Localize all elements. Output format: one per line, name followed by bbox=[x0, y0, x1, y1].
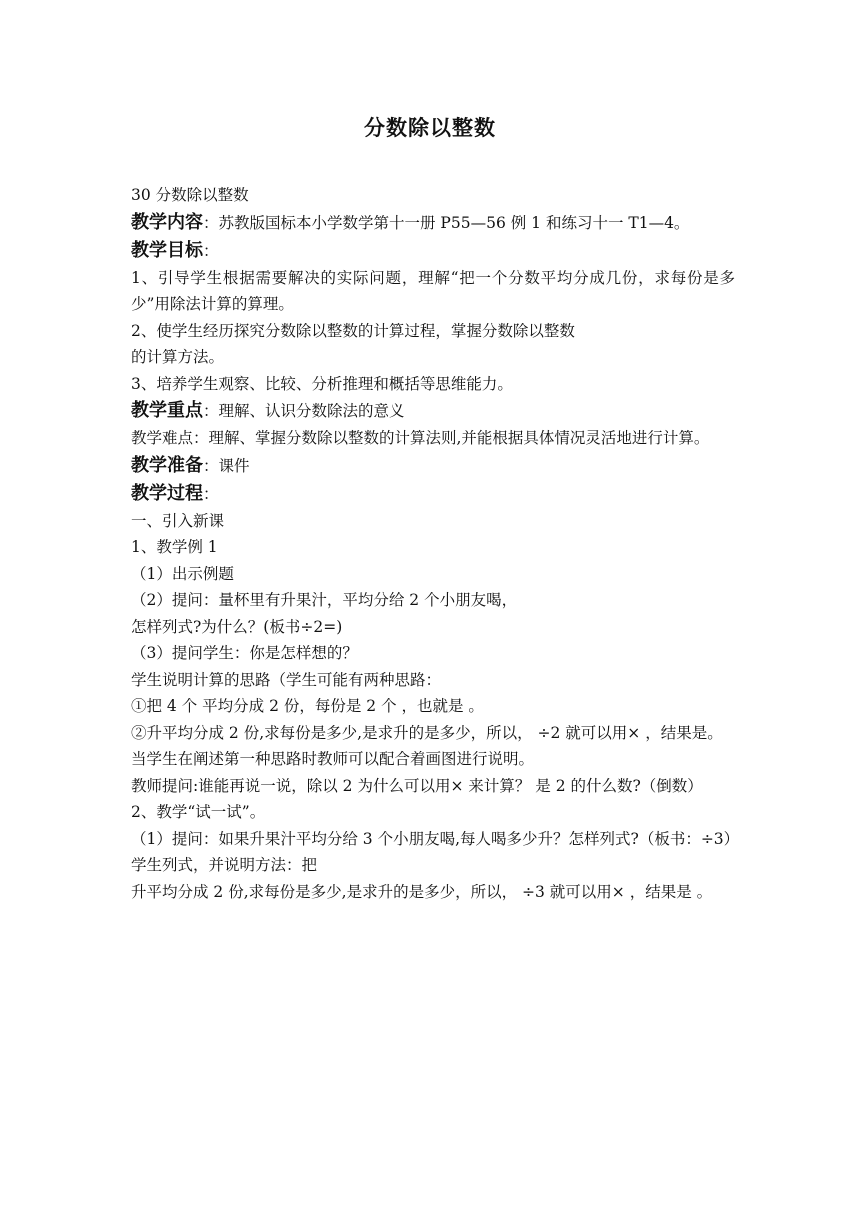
body-paragraph: （2）提问：量杯里有升果汁，平均分给 2 个小朋友喝， bbox=[131, 591, 518, 609]
section-heading-line bbox=[131, 209, 735, 237]
section-label: 教学过程 bbox=[131, 482, 203, 504]
section-label: 教学目标 bbox=[131, 239, 203, 261]
body-paragraph: 教师提问:谁能再说一说，除以 2 为什么可以用× 来计算？ 是 2 的什么数?（倒数） bbox=[131, 776, 703, 795]
body-paragraph: 学生列式，并说明方法：把 bbox=[131, 856, 318, 874]
body-paragraph: （3）提问学生：你是怎样想的？ bbox=[131, 644, 358, 662]
section-label: 教学重点 bbox=[131, 400, 203, 421]
body-paragraph: 2、教学“试一试”。 bbox=[131, 803, 266, 821]
body-paragraph: 当学生在阐述第一种思路时教师可以配合着画图进行说明。 bbox=[131, 750, 535, 768]
body-paragraph: 一、引入新课 bbox=[131, 511, 225, 530]
section-text: ： bbox=[203, 484, 219, 503]
body-paragraph: 1、教学例 1 bbox=[131, 538, 218, 556]
body-paragraph: ②升平均分成 2 份,求每份是多少,是求升的是多少，所以， ÷2 就可以用× ，结果是。 bbox=[131, 723, 723, 742]
body-paragraph: 升平均分成 2 份,求每份是多少,是求升的是多少，所以， ÷3 就可以用× ，结果是 。 bbox=[131, 882, 713, 901]
body-paragraph: （1）提问：如果升果汁平均分给 3 个小朋友喝,每人喝多少升？怎样列式?（板书：÷3） bbox=[131, 829, 740, 848]
body-paragraph: ①把 4 个 平均分成 2 份，每份是 2 个 ，也就是 。 bbox=[131, 697, 484, 715]
document-title: 分数除以整数 bbox=[364, 115, 496, 140]
body-paragraph: 1、引导学生根据需要解决的实际问题，理解“把一个分数平均分成几份，求每份是多少”用除法计算的算理。 bbox=[131, 268, 735, 313]
section-heading-line bbox=[131, 397, 735, 425]
body-paragraph: 3、培养学生观察、比较、分析推理和概括等思维能力。 bbox=[131, 374, 513, 393]
section-text: ：苏教版国标本小学数学第十一册 P55—56 例 1 和练习十一 T1—4。 bbox=[203, 213, 690, 232]
section-text: ： bbox=[203, 241, 219, 260]
section-heading-line bbox=[131, 480, 735, 508]
body-paragraph: 学生说明计算的思路（学生可能有两种思路： bbox=[131, 670, 442, 689]
body-paragraph: （1）出示例题 bbox=[131, 564, 234, 583]
body-paragraph: 怎样列式?为什么？(板书÷2=) bbox=[131, 617, 343, 636]
body-paragraph: 2、使学生经历探究分数除以整数的计算过程，掌握分数除以整数 bbox=[131, 321, 575, 340]
section-label: 教学内容 bbox=[131, 211, 203, 233]
section-heading-line bbox=[131, 452, 735, 480]
section-heading-line bbox=[131, 237, 735, 265]
section-text: ：理解、认识分数除法的意义 bbox=[203, 402, 405, 420]
section-label: 教学准备 bbox=[131, 454, 203, 476]
document-body bbox=[131, 182, 740, 905]
body-paragraph: 30 分数除以整数 bbox=[131, 186, 249, 204]
section-text: ：课件 bbox=[203, 456, 250, 475]
body-paragraph: 教学难点：理解、掌握分数除以整数的计算法则,并能根据具体情况灵活地进行计算。 bbox=[131, 429, 710, 447]
body-paragraph: 的计算方法。 bbox=[131, 348, 225, 366]
